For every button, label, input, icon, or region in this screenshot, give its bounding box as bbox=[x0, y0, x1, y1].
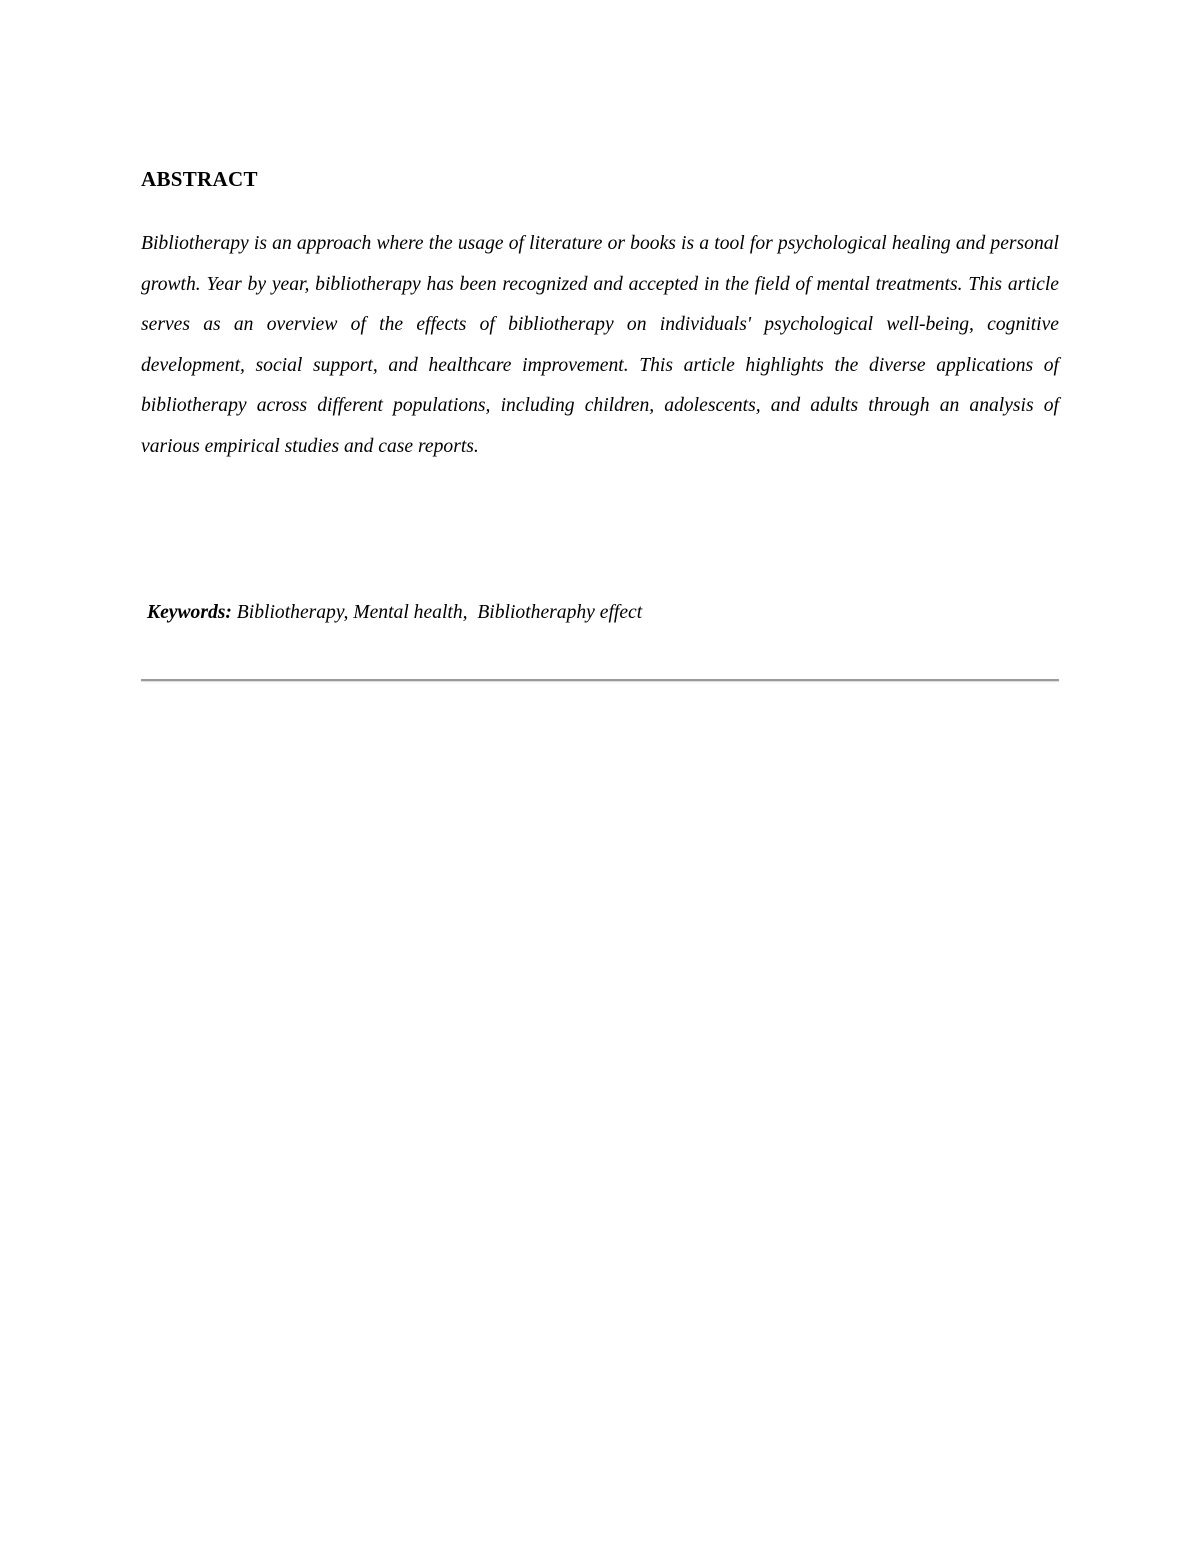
keywords-value: Bibliotherapy, Mental health, Bibliotheraphy effect bbox=[231, 602, 643, 623]
keywords-line bbox=[147, 598, 642, 628]
abstract-body: Bibliotherapy is an approach where the usage of literature or books is a tool for psychological healing and personal growth. Year by year, bibliotherapy has been recognized and accepted in the field of mental treatments. This article serves as an overview of the effects of bibliotherapy on individuals' psychological well-being, cognitive development, social support, and healthcare improvement. This article highlights the diverse applications of bibliotherapy across different populations, including children, adolescents, and adults through an analysis of various empirical studies and case reports. bbox=[141, 233, 1059, 457]
abstract-heading: ABSTRACT bbox=[141, 167, 258, 191]
keywords-label: Keywords: bbox=[147, 602, 232, 623]
section-divider bbox=[141, 679, 1059, 681]
